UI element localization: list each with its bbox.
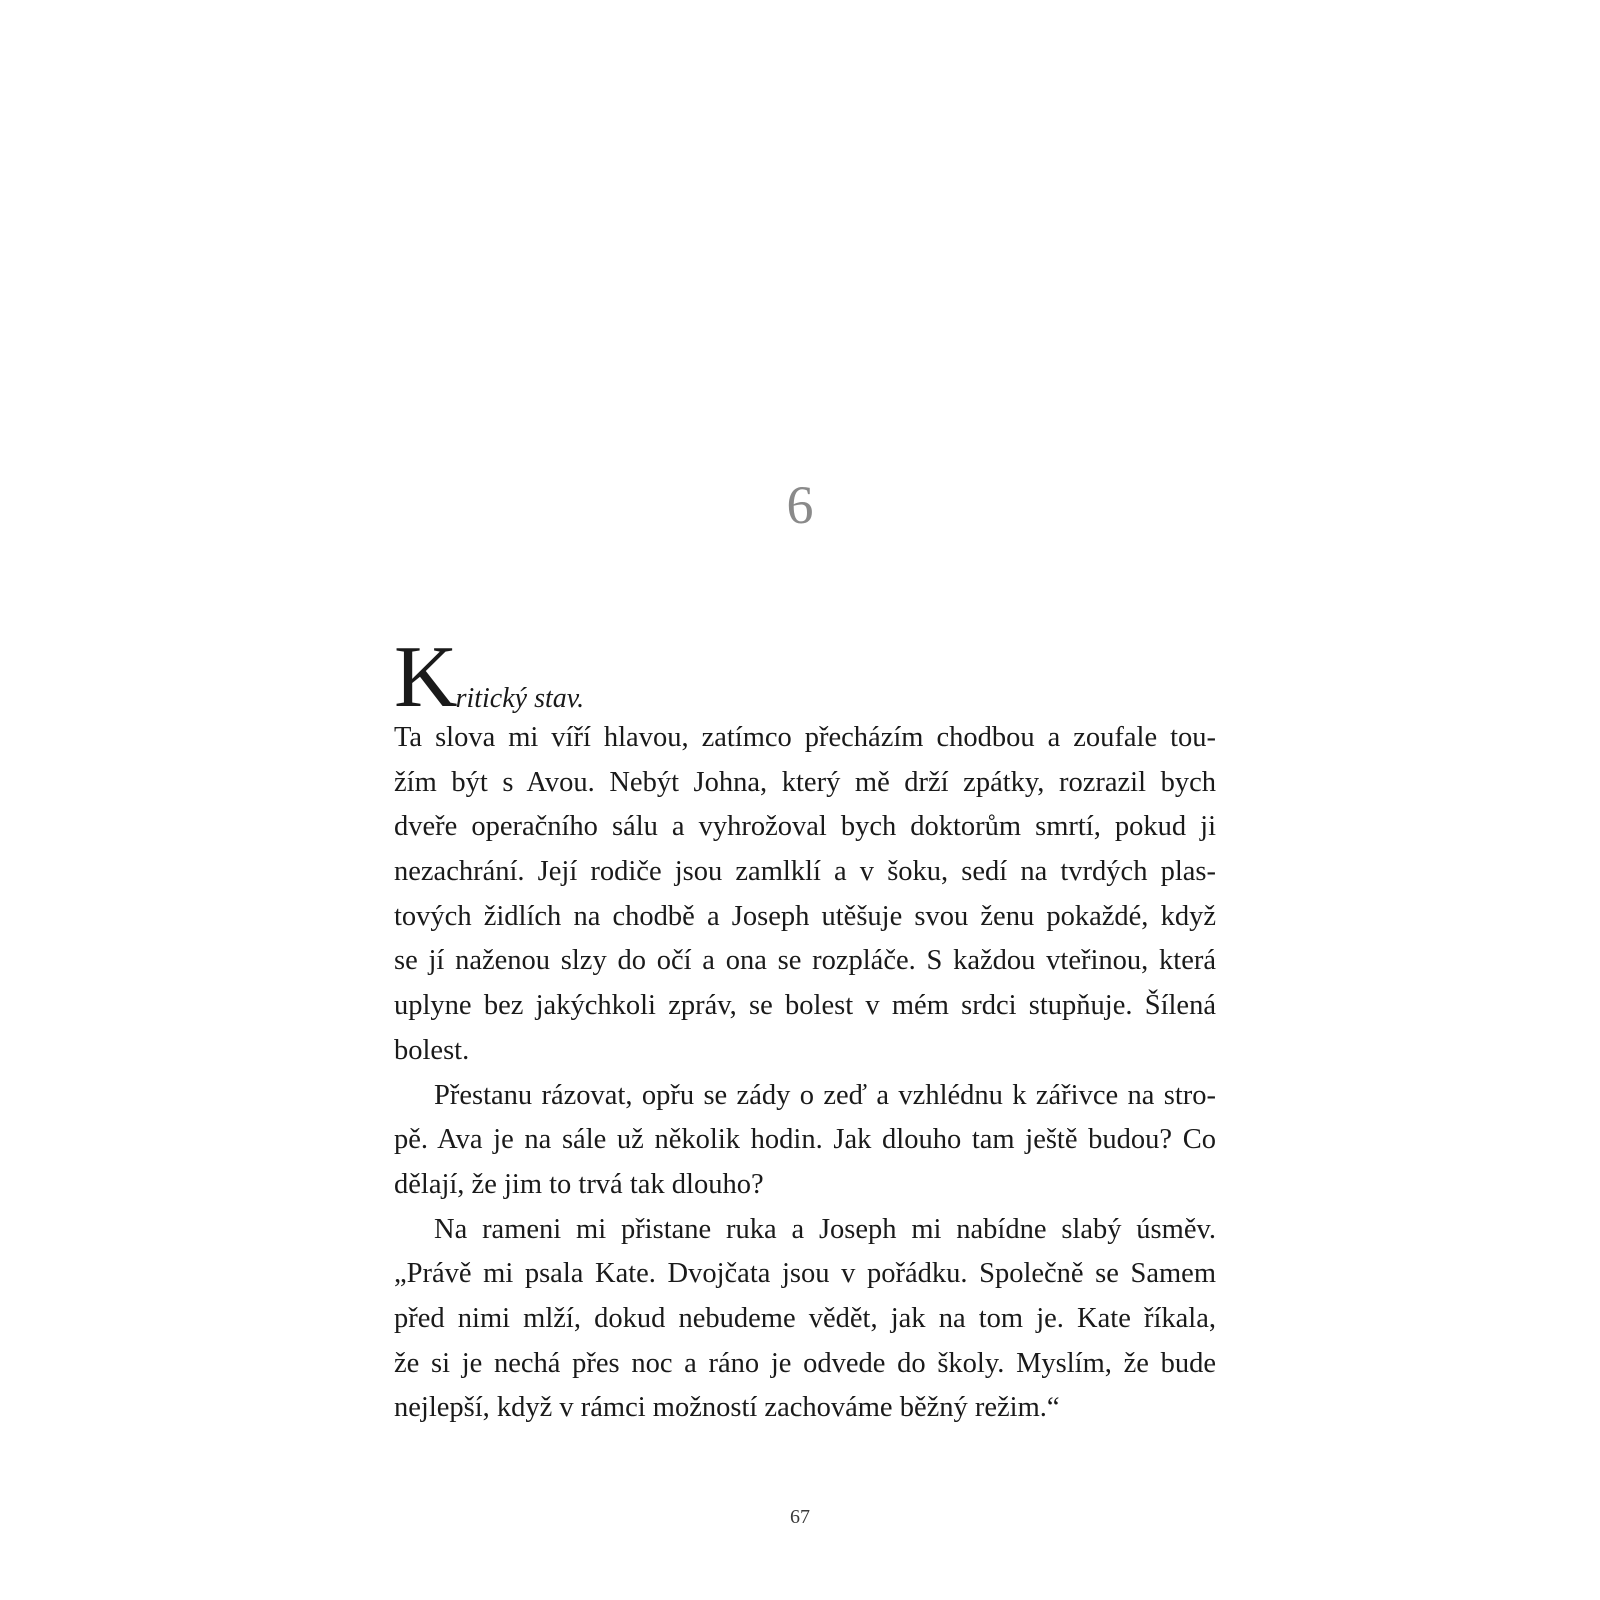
text-line: dělají, že jim to trvá tak dlouho? [394, 1168, 764, 1200]
text-line: že si je nechá přes noc a ráno je odvede do školy. Myslím, že bude [394, 1347, 1216, 1379]
text-line: před nimi mlží, dokud nebudeme vědět, jak na tom je. Kate říkala, [394, 1302, 1216, 1334]
text-line: se jí naženou slzy do očí a ona se rozpláče. S každou vteřinou, která [394, 945, 1216, 977]
opening-italic-text: ritický stav. [455, 683, 585, 714]
chapter-number: 6 [786, 475, 814, 535]
text-line: pě. Ava je na sále už několik hodin. Jak dlouho tam ještě budou? Co [394, 1124, 1216, 1156]
text-line: žím být s Avou. Nebýt Johna, který mě drží zpátky, rozrazil bych [394, 766, 1216, 798]
text-line: bolest. [394, 1034, 470, 1066]
text-line: dveře operačního sálu a vyhrožoval bych doktorům smrtí, pokud ji [394, 811, 1216, 843]
chapter-opening [394, 629, 1216, 726]
text-line: „Právě mi psala Kate. Dvojčata jsou v pořádku. Společně se Samem [394, 1258, 1216, 1290]
text-line: nejlepší, když v rámci možností zachováme běžný režim.“ [394, 1392, 1060, 1424]
text-line: tových židlích na chodbě a Joseph utěšuje svou ženu pokaždé, když [394, 900, 1216, 932]
text-line: Na rameni mi přistane ruka a Joseph mi nabídne slabý úsměv. [434, 1213, 1216, 1245]
text-line: uplyne bez jakýchkoli zpráv, se bolest v mém srdci stupňuje. Šílená [394, 990, 1216, 1022]
text-line: nezachrání. Její rodiče jsou zamlklí a v šoku, sedí na tvrdých plas- [394, 856, 1216, 888]
text-line: Přestanu rázovat, opřu se zády o zeď a vzhlédnu k zářivce na stro- [434, 1079, 1216, 1111]
chapter-text [394, 629, 1216, 1431]
drop-cap: K [394, 629, 456, 726]
text-line: Ta slova mi víří hlavou, zatímco přecházím chodbou a zoufale tou- [394, 722, 1216, 753]
page-number: 67 [790, 1506, 810, 1528]
